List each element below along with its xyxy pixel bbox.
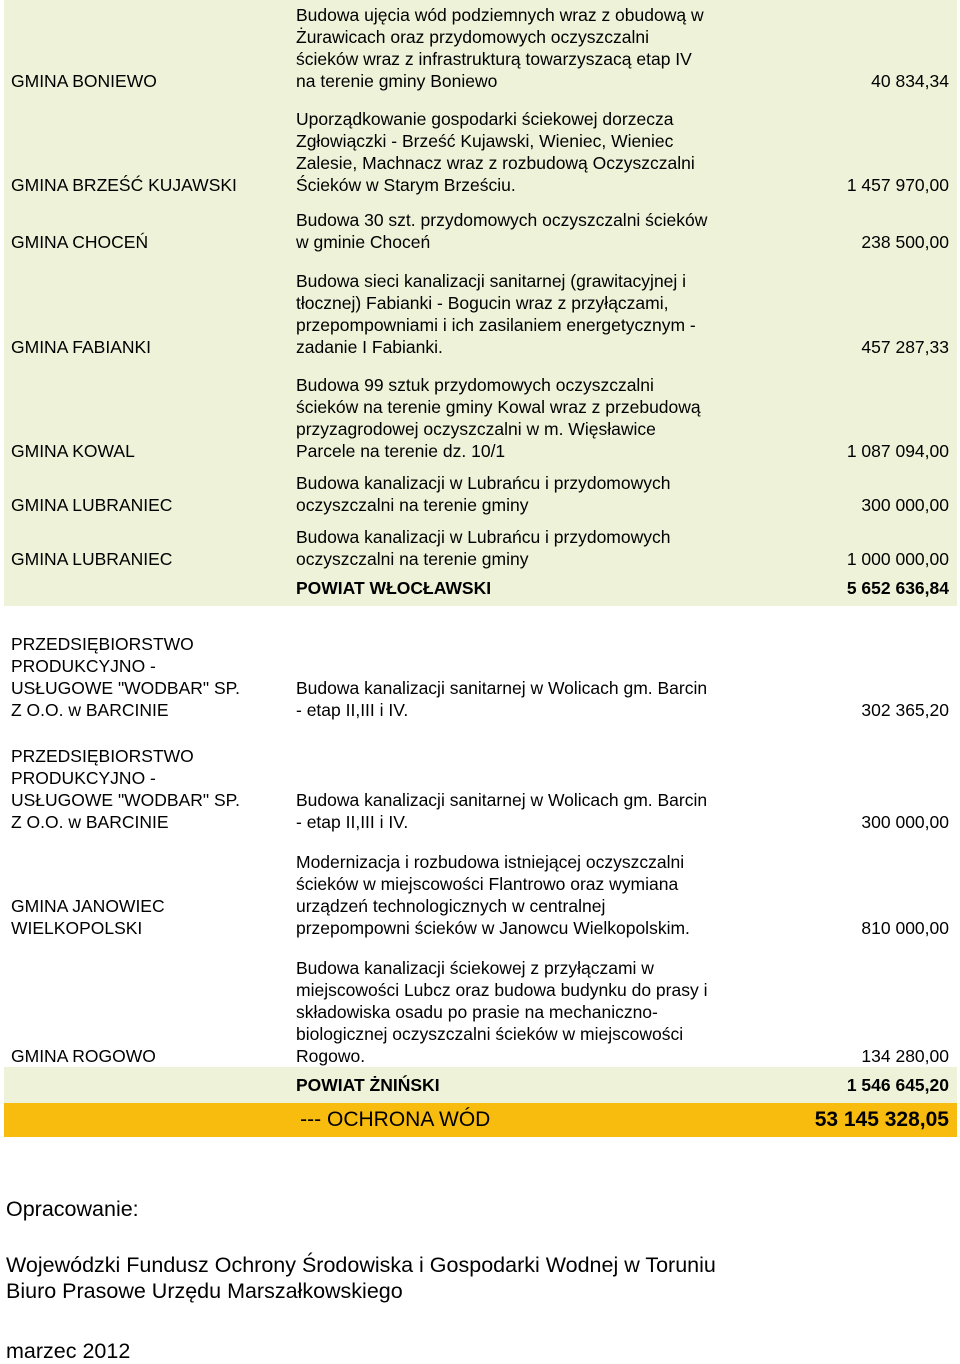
- gmina-cell: GMINA JANOWIEC WIELKOPOLSKI: [11, 896, 165, 938]
- amount-cell: 457 287,33: [861, 337, 949, 357]
- gmina-cell: GMINA FABIANKI: [11, 337, 152, 357]
- amount-cell: 40 834,34: [871, 71, 949, 91]
- table-row: [4, 253, 957, 358]
- subtotal-row: [4, 570, 957, 606]
- gmina-cell: GMINA CHOCEŃ: [11, 232, 149, 252]
- table-row: [4, 721, 957, 833]
- gmina-cell: GMINA BONIEWO: [11, 71, 157, 91]
- table-row: [4, 92, 957, 196]
- amount-cell: 134 280,00: [861, 1046, 949, 1066]
- amount-cell: 810 000,00: [861, 918, 949, 938]
- grand-total-row: [4, 1103, 957, 1137]
- project-cell: Budowa 30 szt. przydomowych oczyszczalni ścieków w gminie Choceń: [296, 210, 708, 252]
- project-cell: Budowa kanalizacji w Lubrańcu i przydomowych oczyszczalni na terenie gminy: [296, 473, 671, 515]
- table-row: [4, 0, 957, 92]
- project-cell: Budowa kanalizacji w Lubrańcu i przydomowych oczyszczalni na terenie gminy: [296, 527, 671, 569]
- gmina-cell: GMINA BRZEŚĆ KUJAWSKI: [11, 175, 237, 195]
- subtotal-amount: 5 652 636,84: [846, 578, 949, 598]
- gmina-cell: GMINA LUBRANIEC: [11, 549, 173, 569]
- footer: [6, 1196, 716, 1364]
- gmina-cell: PRZEDSIĘBIORSTWO PRODUKCYJNO - USŁUGOWE "WODBAR" SP. Z O.O. w BARCINIE: [11, 634, 240, 720]
- table-row: [4, 516, 957, 570]
- gmina-cell: PRZEDSIĘBIORSTWO PRODUKCYJNO - USŁUGOWE "WODBAR" SP. Z O.O. w BARCINIE: [11, 746, 240, 832]
- gmina-cell: GMINA KOWAL: [11, 441, 135, 461]
- subtotal-row: [4, 1067, 957, 1103]
- gmina-cell: GMINA LUBRANIEC: [11, 495, 173, 515]
- footer-author: Wojewódzki Fundusz Ochrony Środowiska i Gospodarki Wodnej w Toruniu: [6, 1253, 716, 1277]
- subtotal-amount: 1 546 645,20: [846, 1075, 949, 1095]
- table-row: [4, 833, 957, 939]
- amount-cell: 1 000 000,00: [846, 549, 949, 569]
- project-cell: Budowa kanalizacji sanitarnej w Wolicach gm. Barcin - etap II,III i IV.: [296, 790, 708, 832]
- footer-office: Biuro Prasowe Urzędu Marszałkowskiego: [6, 1279, 403, 1303]
- amount-cell: 238 500,00: [861, 232, 949, 252]
- amount-cell: 302 365,20: [861, 700, 949, 720]
- project-cell: Uporządkowanie gospodarki ściekowej dorzecza Zgłowiączki - Brześć Kujawski, Wieniec, Wieniec Zalesie, Machnacz wraz z rozbudową Oczyszczalni Ścieków w Starym Brześciu.: [296, 109, 695, 195]
- amount-cell: 300 000,00: [861, 812, 949, 832]
- table-row: [4, 939, 957, 1067]
- project-cell: Budowa sieci kanalizacji sanitarnej (grawitacyjnej i tłocznej) Fabianki - Bogucin wraz z przyłączami, przepompowniami i ich zasilaniem energetycznym - zadanie I Fabianki.: [296, 271, 696, 357]
- project-cell: Budowa ujęcia wód podziemnych wraz z obudową w Żurawicach oraz przydomowych oczyszczalni ścieków wraz z infrastrukturą towarzyszacą etap IV na terenie gminy Boniewo: [296, 5, 704, 91]
- subtotal-label: POWIAT WŁOCŁAWSKI: [296, 578, 492, 598]
- footer-heading: Opracowanie:: [6, 1197, 139, 1221]
- table-row: [4, 196, 957, 253]
- table-row: [4, 462, 957, 516]
- grand-total-amount: 53 145 328,05: [814, 1108, 949, 1131]
- project-cell: Budowa 99 sztuk przydomowych oczyszczalni ścieków na terenie gminy Kowal wraz z przebudową przyzagrodowej oczyszczalni w m. Więsławice Parcele na terenie dz. 10/1: [296, 375, 701, 461]
- gmina-cell: GMINA ROGOWO: [11, 1046, 156, 1066]
- table-row: [4, 358, 957, 462]
- table-row: [4, 606, 957, 721]
- project-cell: Modernizacja i rozbudowa istniejącej oczyszczalni ścieków w miejscowości Flantrowo oraz wymiana urządzeń technologicznych w centralnej przepompowni ścieków w Janowcu Wielkopolskim.: [296, 852, 690, 938]
- amount-cell: 1 457 970,00: [846, 175, 949, 195]
- project-cell: Budowa kanalizacji sanitarnej w Wolicach gm. Barcin - etap II,III i IV.: [296, 678, 708, 720]
- subtotal-label: POWIAT ŻNIŃSKI: [296, 1075, 440, 1095]
- grand-total-label: --- OCHRONA WÓD: [300, 1108, 491, 1131]
- amount-cell: 1 087 094,00: [846, 441, 949, 461]
- funding-table: [4, 0, 957, 1137]
- project-cell: Budowa kanalizacji ściekowej z przyłączami w miejscowości Lubcz oraz budowa budynku do prasy i składowiska osadu po prasie na mechaniczno- biologicznej oczyszczalni ścieków w miejscowości Rogowo.: [296, 958, 708, 1066]
- footer-date: marzec 2012: [6, 1339, 131, 1363]
- amount-cell: 300 000,00: [861, 495, 949, 515]
